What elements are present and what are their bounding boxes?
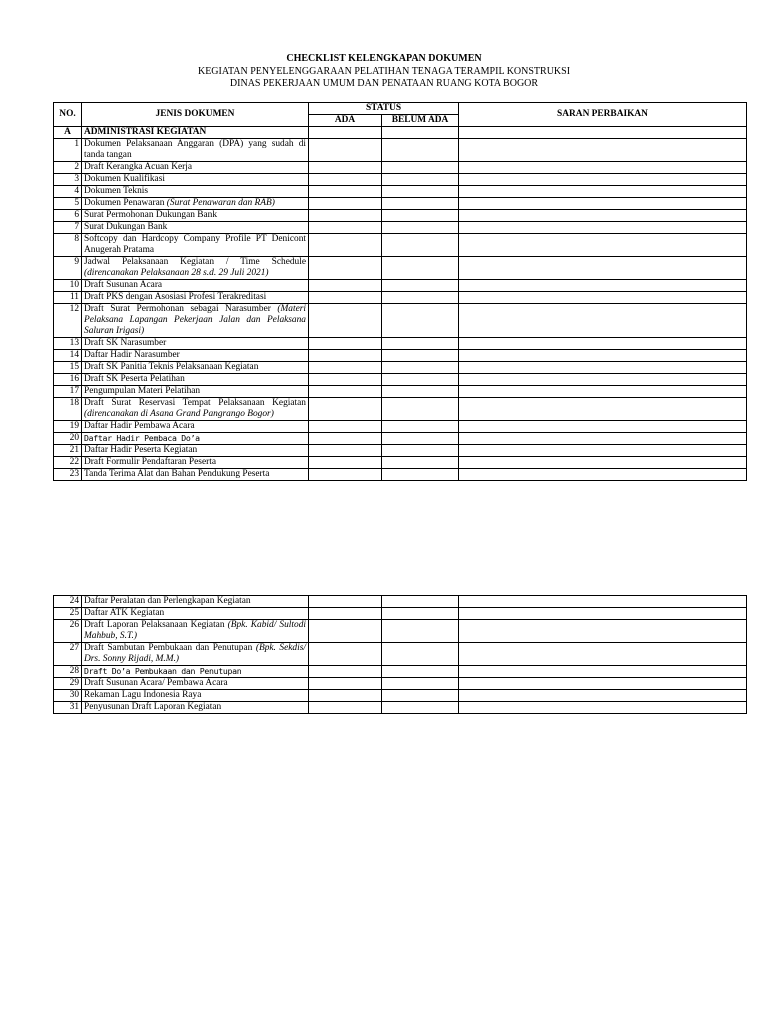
col-belum-header: BELUM ADA xyxy=(382,115,459,127)
status-ada-cell[interactable] xyxy=(309,362,382,374)
document-name xyxy=(82,620,309,643)
document-note: (Bpk. Kabid/ Sultodi Mahbub, S.T.) xyxy=(84,620,306,641)
row-number: 23 xyxy=(54,469,82,481)
status-belum-ada-cell[interactable] xyxy=(382,162,459,174)
row-number: 25 xyxy=(54,608,82,620)
col-no-header: NO. xyxy=(54,103,82,127)
status-ada-cell[interactable] xyxy=(309,198,382,210)
table-row xyxy=(54,457,747,469)
saran-perbaikan-cell[interactable] xyxy=(459,257,747,280)
status-ada-cell[interactable] xyxy=(309,350,382,362)
document-text: Penyusunan Draft Laporan Kegiatan xyxy=(84,702,222,712)
saran-perbaikan-cell[interactable] xyxy=(459,690,747,702)
row-number: 21 xyxy=(54,445,82,457)
saran-perbaikan-cell[interactable] xyxy=(459,445,747,457)
status-ada-cell[interactable] xyxy=(309,643,382,666)
document-text: Daftar Hadir Peserta Kegiatan xyxy=(84,445,198,455)
saran-perbaikan-cell[interactable] xyxy=(459,198,747,210)
table-row xyxy=(54,678,747,690)
row-number: 9 xyxy=(54,257,82,280)
table-row xyxy=(54,386,747,398)
table-row xyxy=(54,304,747,338)
row-number: 12 xyxy=(54,304,82,338)
row-number: 16 xyxy=(54,374,82,386)
document-name xyxy=(82,174,309,186)
document-text: Dokumen Kualifikasi xyxy=(84,174,165,184)
document-name xyxy=(82,643,309,666)
status-belum-ada-cell[interactable] xyxy=(382,210,459,222)
status-belum-ada-cell[interactable] xyxy=(382,608,459,620)
document-name xyxy=(82,608,309,620)
saran-perbaikan-cell[interactable] xyxy=(459,666,747,678)
document-name xyxy=(82,386,309,398)
saran-perbaikan-cell[interactable] xyxy=(459,457,747,469)
document-name xyxy=(82,469,309,481)
row-number: 18 xyxy=(54,398,82,421)
row-number: 19 xyxy=(54,421,82,433)
status-ada-cell[interactable] xyxy=(309,234,382,257)
status-belum-ada-cell[interactable] xyxy=(382,398,459,421)
saran-perbaikan-cell[interactable] xyxy=(459,162,747,174)
document-text: Draft Kerangka Acuan Kerja xyxy=(84,162,193,172)
saran-perbaikan-cell[interactable] xyxy=(459,374,747,386)
table-row xyxy=(54,445,747,457)
status-ada-cell[interactable] xyxy=(309,186,382,198)
status-belum-ada-cell[interactable] xyxy=(382,445,459,457)
table-row xyxy=(54,596,747,608)
document-text: Draft Sambutan Pembukaan dan Penutupan xyxy=(84,643,256,653)
document-name xyxy=(82,702,309,714)
table-row xyxy=(54,338,747,350)
row-number: 2 xyxy=(54,162,82,174)
table-row xyxy=(54,186,747,198)
document-name xyxy=(82,292,309,304)
row-number: 20 xyxy=(54,433,82,445)
document-note: (Materi Pelaksana Lapangan Pekerjaan Jalan dan Pelaksana Saluran Irigasi) xyxy=(84,304,306,336)
row-number: 30 xyxy=(54,690,82,702)
status-belum-ada-cell[interactable] xyxy=(382,596,459,608)
status-belum-ada-cell[interactable] xyxy=(382,678,459,690)
row-number: 17 xyxy=(54,386,82,398)
row-number: 15 xyxy=(54,362,82,374)
status-belum-ada-cell[interactable] xyxy=(382,338,459,350)
saran-perbaikan-cell[interactable] xyxy=(459,338,747,350)
table-row xyxy=(54,608,747,620)
row-number: 13 xyxy=(54,338,82,350)
saran-perbaikan-cell[interactable] xyxy=(459,210,747,222)
table-row xyxy=(54,643,747,666)
saran-perbaikan-cell[interactable] xyxy=(459,280,747,292)
document-text: Rekaman Lagu Indonesia Raya xyxy=(84,690,202,700)
saran-perbaikan-cell[interactable] xyxy=(459,702,747,714)
document-title: CHECKLIST KELENGKAPAN DOKUMEN xyxy=(286,53,482,64)
checklist-table-part-1 xyxy=(53,102,747,481)
status-belum-ada-cell[interactable] xyxy=(382,421,459,433)
document-text: Draft Laporan Pelaksanaan Kegiatan xyxy=(84,620,228,630)
status-belum-ada-cell[interactable] xyxy=(382,690,459,702)
status-belum-ada-cell[interactable] xyxy=(382,362,459,374)
table-row xyxy=(54,620,747,643)
table-row xyxy=(54,234,747,257)
document-text: Draft Surat Permohonan sebagai Narasumber xyxy=(84,304,278,314)
table-row xyxy=(54,702,747,714)
row-number: 3 xyxy=(54,174,82,186)
document-note: (Surat Penawaran dan RAB) xyxy=(166,198,275,208)
row-number: 31 xyxy=(54,702,82,714)
status-ada-cell[interactable] xyxy=(309,445,382,457)
table-row xyxy=(54,362,747,374)
status-belum-ada-cell[interactable] xyxy=(382,174,459,186)
status-ada-cell[interactable] xyxy=(309,280,382,292)
document-name xyxy=(82,338,309,350)
status-belum-ada-cell[interactable] xyxy=(382,139,459,162)
row-number: 14 xyxy=(54,350,82,362)
row-number: 29 xyxy=(54,678,82,690)
document-text: Draft Surat Reservasi Tempat Pelaksanaan Kegiatan xyxy=(84,398,306,408)
status-ada-cell[interactable] xyxy=(309,292,382,304)
status-belum-ada-cell[interactable] xyxy=(382,457,459,469)
row-number: 10 xyxy=(54,280,82,292)
status-belum-ada-cell[interactable] xyxy=(382,186,459,198)
document-note: (Bpk. Sekdis/ Drs. Sonny Rijadi, M.M.) xyxy=(84,643,306,664)
col-status-header: STATUS xyxy=(309,103,459,115)
status-belum-ada-cell[interactable] xyxy=(382,702,459,714)
document-name xyxy=(82,374,309,386)
document-subtitle: KEGIATAN PENYELENGGARAAN PELATIHAN TENAGA TERAMPIL KONSTRUKSI xyxy=(197,65,571,77)
table-row xyxy=(54,222,747,234)
status-belum-ada-cell[interactable] xyxy=(382,280,459,292)
table-row xyxy=(54,198,747,210)
saran-perbaikan-cell[interactable] xyxy=(459,421,747,433)
saran-perbaikan-cell[interactable] xyxy=(459,292,747,304)
table-row xyxy=(54,292,747,304)
checklist-table-part-2 xyxy=(53,595,747,714)
saran-perbaikan-cell[interactable] xyxy=(459,186,747,198)
table-row xyxy=(54,162,747,174)
status-belum-ada-cell[interactable] xyxy=(382,386,459,398)
table-row xyxy=(54,374,747,386)
document-text: Dokumen Teknis xyxy=(84,186,149,196)
table-row xyxy=(54,398,747,421)
saran-perbaikan-cell[interactable] xyxy=(459,234,747,257)
document-name xyxy=(82,162,309,174)
saran-perbaikan-cell[interactable] xyxy=(459,643,747,666)
status-belum-ada-cell[interactable] xyxy=(382,292,459,304)
document-name xyxy=(82,457,309,469)
status-ada-cell[interactable] xyxy=(309,421,382,433)
document-text: Draft PKS dengan Asosiasi Profesi Terakreditasi xyxy=(84,292,267,302)
status-belum-ada-cell[interactable] xyxy=(382,304,459,338)
row-number: 26 xyxy=(54,620,82,643)
document-text: Draft Formulir Pendaftaran Peserta xyxy=(84,457,216,467)
status-ada-cell[interactable] xyxy=(309,469,382,481)
col-saran-header: SARAN PERBAIKAN xyxy=(459,103,747,127)
document-text: Surat Permohonan Dukungan Bank xyxy=(84,210,218,220)
table-row xyxy=(54,210,747,222)
row-number: 4 xyxy=(54,186,82,198)
document-name xyxy=(82,139,309,162)
status-belum-ada-cell[interactable] xyxy=(382,257,459,280)
saran-perbaikan-cell[interactable] xyxy=(459,386,747,398)
status-ada-cell[interactable] xyxy=(309,596,382,608)
document-text: Dokumen Pelaksanaan Anggaran (DPA) yang sudah di tanda tangan xyxy=(84,139,306,160)
saran-perbaikan-cell[interactable] xyxy=(459,596,747,608)
table-row xyxy=(54,666,747,678)
status-ada-cell[interactable] xyxy=(309,162,382,174)
status-belum-ada-cell[interactable] xyxy=(382,433,459,445)
document-text: Daftar ATK Kegiatan xyxy=(84,608,165,618)
status-belum-ada-cell[interactable] xyxy=(382,350,459,362)
status-ada-cell[interactable] xyxy=(309,174,382,186)
table-row xyxy=(54,280,747,292)
document-text: Draft SK Panitia Teknis Pelaksanaan Kegiatan xyxy=(84,362,259,372)
document-text: Draft Susunan Acara xyxy=(84,280,163,290)
status-ada-cell[interactable] xyxy=(309,139,382,162)
document-name xyxy=(82,445,309,457)
status-ada-cell[interactable] xyxy=(309,374,382,386)
document-text: Draft Do’a Pembukaan dan Penutupan xyxy=(84,666,242,676)
status-ada-cell[interactable] xyxy=(309,257,382,280)
status-belum-ada-cell[interactable] xyxy=(382,620,459,643)
table-row xyxy=(54,174,747,186)
status-ada-cell[interactable] xyxy=(309,690,382,702)
row-number: 7 xyxy=(54,222,82,234)
document-text: Jadwal Pelaksanaan Kegiatan / Time Schedule xyxy=(84,257,306,267)
document-text: Tanda Terima Alat dan Bahan Pendukung Peserta xyxy=(84,469,270,479)
saran-perbaikan-cell[interactable] xyxy=(459,304,747,338)
row-number: 28 xyxy=(54,666,82,678)
saran-perbaikan-cell[interactable] xyxy=(459,350,747,362)
document-name xyxy=(82,433,309,445)
document-text: Softcopy dan Hardcopy Company Profile PT Denicont Anugerah Pratama xyxy=(84,234,306,255)
table-row xyxy=(54,690,747,702)
saran-perbaikan-cell[interactable] xyxy=(459,222,747,234)
row-number: 27 xyxy=(54,643,82,666)
document-name xyxy=(82,210,309,222)
document-name xyxy=(82,257,309,280)
row-number: 5 xyxy=(54,198,82,210)
document-text: Daftar Hadir Pembaca Do’a xyxy=(84,433,200,443)
document-text: Daftar Hadir Pembawa Acara xyxy=(84,421,195,431)
table-row xyxy=(54,350,747,362)
section-row xyxy=(54,127,747,139)
document-name xyxy=(82,362,309,374)
table-row xyxy=(54,257,747,280)
status-ada-cell[interactable] xyxy=(309,678,382,690)
document-text: Daftar Hadir Narasumber xyxy=(84,350,180,360)
status-ada-cell[interactable] xyxy=(309,386,382,398)
status-belum-ada-cell[interactable] xyxy=(382,643,459,666)
status-ada-cell[interactable] xyxy=(309,702,382,714)
section-no: A xyxy=(54,127,82,139)
saran-perbaikan-cell[interactable] xyxy=(459,174,747,186)
status-ada-cell[interactable] xyxy=(309,608,382,620)
document-text: Daftar Peralatan dan Perlengkapan Kegiatan xyxy=(84,596,251,606)
row-number: 22 xyxy=(54,457,82,469)
row-number: 1 xyxy=(54,139,82,162)
document-name xyxy=(82,222,309,234)
document-text: Draft Susunan Acara/ Pembawa Acara xyxy=(84,678,228,688)
status-belum-ada-cell[interactable] xyxy=(382,469,459,481)
status-belum-ada-cell[interactable] xyxy=(382,234,459,257)
table-row xyxy=(54,433,747,445)
document-name xyxy=(82,280,309,292)
document-name xyxy=(82,678,309,690)
table-row xyxy=(54,469,747,481)
saran-perbaikan-cell[interactable] xyxy=(459,608,747,620)
saran-perbaikan-cell[interactable] xyxy=(459,139,747,162)
saran-perbaikan-cell[interactable] xyxy=(459,433,747,445)
status-ada-cell[interactable] xyxy=(309,433,382,445)
status-ada-cell[interactable] xyxy=(309,620,382,643)
row-number: 6 xyxy=(54,210,82,222)
saran-perbaikan-cell[interactable] xyxy=(459,620,747,643)
saran-perbaikan-cell[interactable] xyxy=(459,678,747,690)
section-label: ADMINISTRASI KEGIATAN xyxy=(82,127,309,139)
document-note: (direncanakan di Asana Grand Pangrango Bogor) xyxy=(84,409,274,419)
status-ada-cell[interactable] xyxy=(309,398,382,421)
col-doc-header: JENIS DOKUMEN xyxy=(82,103,309,127)
document-name xyxy=(82,186,309,198)
document-agency: DINAS PEKERJAAN UMUM DAN PENATAAN RUANG KOTA BOGOR xyxy=(229,78,539,89)
document-name xyxy=(82,421,309,433)
document-text: Surat Dukungan Bank xyxy=(84,222,168,232)
document-name xyxy=(82,596,309,608)
document-text: Pengumpulan Materi Pelatihan xyxy=(84,386,201,396)
saran-perbaikan-cell[interactable] xyxy=(459,362,747,374)
status-ada-cell[interactable] xyxy=(309,210,382,222)
document-text: Draft SK Peserta Pelatihan xyxy=(84,374,185,384)
status-belum-ada-cell[interactable] xyxy=(382,222,459,234)
document-name xyxy=(82,234,309,257)
document-name xyxy=(82,398,309,421)
row-number: 11 xyxy=(54,292,82,304)
document-name xyxy=(82,690,309,702)
document-name xyxy=(82,350,309,362)
status-ada-cell[interactable] xyxy=(309,666,382,678)
col-ada-header: ADA xyxy=(309,115,382,127)
saran-perbaikan-cell[interactable] xyxy=(459,469,747,481)
document-name xyxy=(82,198,309,210)
table-row xyxy=(54,139,747,162)
document-text: Draft SK Narasumber xyxy=(84,338,167,348)
document-note: (direncanakan Pelaksanaan 28 s.d. 29 Juli 2021) xyxy=(84,268,269,278)
document-name xyxy=(82,304,309,338)
row-number: 24 xyxy=(54,596,82,608)
status-belum-ada-cell[interactable] xyxy=(382,666,459,678)
saran-perbaikan-cell[interactable] xyxy=(459,398,747,421)
document-text: Dokumen Penawaran xyxy=(84,198,167,208)
document-header xyxy=(0,53,768,91)
status-ada-cell[interactable] xyxy=(309,304,382,338)
document-name xyxy=(82,666,309,678)
status-belum-ada-cell[interactable] xyxy=(382,198,459,210)
status-belum-ada-cell[interactable] xyxy=(382,374,459,386)
row-number: 8 xyxy=(54,234,82,257)
status-ada-cell[interactable] xyxy=(309,457,382,469)
status-ada-cell[interactable] xyxy=(309,222,382,234)
status-ada-cell[interactable] xyxy=(309,338,382,350)
table-row xyxy=(54,421,747,433)
